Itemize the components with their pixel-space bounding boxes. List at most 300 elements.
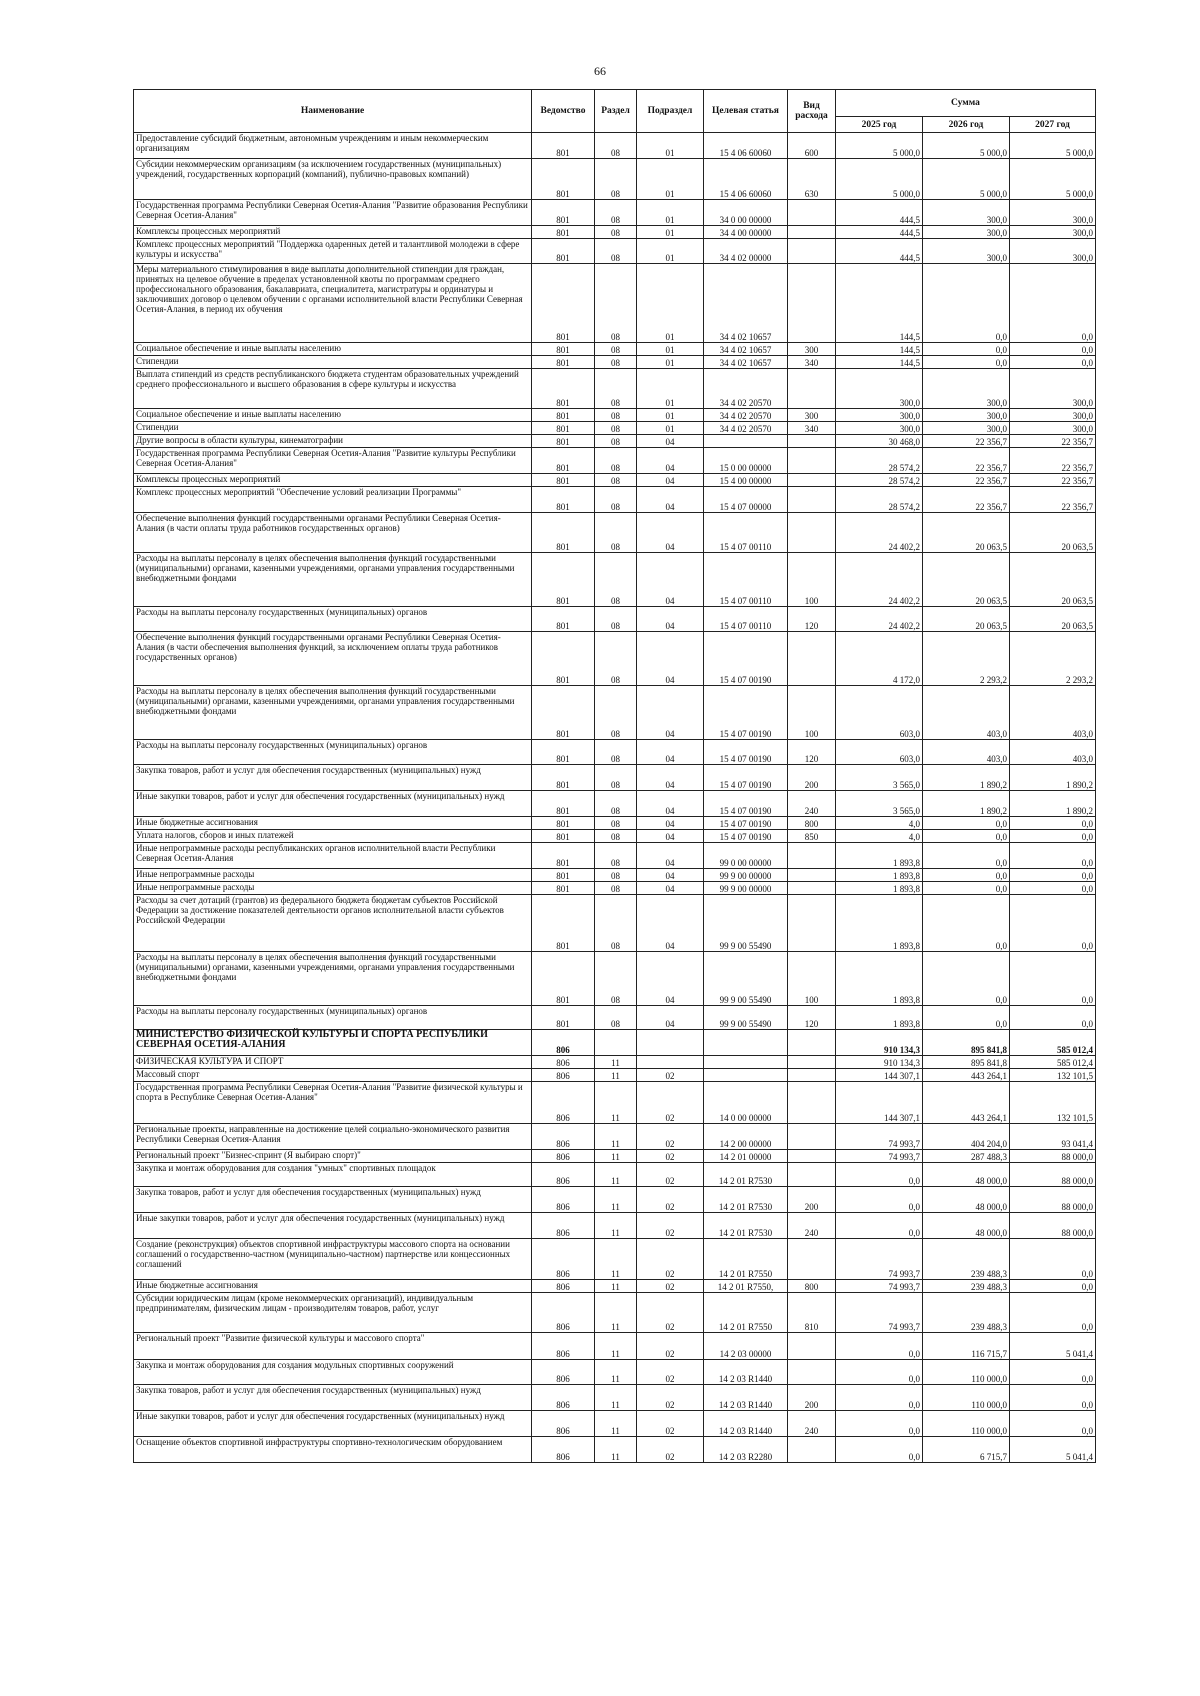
cell-name: Субсидии некоммерческим организациям (за исключением государственных (муниципальных) учреждений, государственных корпораций (компаний), публично-правовых компаний) <box>134 159 532 200</box>
cell-celevaya-statya <box>704 1030 788 1056</box>
cell-name: Уплата налогов, сборов и иных платежей <box>134 830 532 843</box>
cell-vid-rashoda: 810 <box>788 1293 836 1333</box>
cell-vid-rashoda: 300 <box>788 343 836 356</box>
cell-sum-2025: 4,0 <box>836 817 923 830</box>
cell-podrazdel: 04 <box>637 686 704 740</box>
cell-vedomstvo: 801 <box>532 487 595 513</box>
cell-sum-2025: 0,0 <box>836 1385 923 1411</box>
cell-sum-2025: 144 307,1 <box>836 1082 923 1124</box>
cell-sum-2027: 0,0 <box>1010 1411 1096 1437</box>
table-row <box>134 1069 1096 1082</box>
cell-sum-2025: 28 574,2 <box>836 474 923 487</box>
cell-name: Обеспечение выполнения функций государственными органами Республики Северная Осетия-Алания (в части оплаты труда работников государственных органов) <box>134 513 532 553</box>
cell-name: Закупка товаров, работ и услуг для обеспечения государственных (муниципальных) нужд <box>134 1385 532 1411</box>
cell-vid-rashoda: 800 <box>788 1280 836 1293</box>
cell-celevaya-statya: 14 2 01 R7530 <box>704 1163 788 1187</box>
cell-name: Закупка и монтаж оборудования для создания модульных спортивных сооружений <box>134 1360 532 1385</box>
cell-vid-rashoda: 100 <box>788 686 836 740</box>
cell-vid-rashoda: 340 <box>788 356 836 369</box>
cell-podrazdel: 01 <box>637 239 704 264</box>
cell-vedomstvo: 801 <box>532 264 595 343</box>
cell-name: Расходы на выплаты персоналу государственных (муниципальных) органов <box>134 1006 532 1030</box>
cell-sum-2026: 22 356,7 <box>923 448 1010 474</box>
cell-podrazdel: 04 <box>637 765 704 791</box>
page-number: 66 <box>594 64 606 78</box>
cell-sum-2025: 1 893,8 <box>836 843 923 869</box>
cell-vid-rashoda <box>788 1056 836 1069</box>
cell-sum-2026: 300,0 <box>923 369 1010 409</box>
cell-podrazdel: 04 <box>637 895 704 952</box>
cell-vedomstvo: 801 <box>532 882 595 895</box>
cell-sum-2025: 28 574,2 <box>836 487 923 513</box>
cell-sum-2025: 0,0 <box>836 1163 923 1187</box>
cell-sum-2026: 20 063,5 <box>923 553 1010 607</box>
cell-sum-2027: 5 000,0 <box>1010 159 1096 200</box>
cell-celevaya-statya: 14 2 03 00000 <box>704 1333 788 1360</box>
cell-vid-rashoda: 120 <box>788 740 836 765</box>
cell-vedomstvo: 801 <box>532 553 595 607</box>
cell-razdel: 08 <box>595 765 637 791</box>
cell-sum-2026: 0,0 <box>923 356 1010 369</box>
table-row <box>134 435 1096 448</box>
cell-celevaya-statya: 34 4 02 10657 <box>704 356 788 369</box>
cell-sum-2027: 0,0 <box>1010 343 1096 356</box>
cell-sum-2025: 444,5 <box>836 239 923 264</box>
cell-sum-2026: 5 000,0 <box>923 133 1010 159</box>
table-row <box>134 686 1096 740</box>
cell-razdel: 08 <box>595 133 637 159</box>
cell-razdel: 08 <box>595 409 637 422</box>
cell-name: Государственная программа Республики Северная Осетия-Алания "Развитие физической культуры и спорта в Республике Северная Осетия-Алания" <box>134 1082 532 1124</box>
cell-name: Иные закупки товаров, работ и услуг для обеспечения государственных (муниципальных) нужд <box>134 1411 532 1437</box>
cell-vid-rashoda <box>788 264 836 343</box>
cell-sum-2027: 93 041,4 <box>1010 1124 1096 1150</box>
cell-sum-2025: 0,0 <box>836 1213 923 1239</box>
cell-razdel: 08 <box>595 895 637 952</box>
cell-podrazdel: 04 <box>637 1006 704 1030</box>
header-2025: 2025 год <box>836 117 923 133</box>
cell-vedomstvo: 806 <box>532 1385 595 1411</box>
cell-name: Иные непрограммные расходы <box>134 882 532 895</box>
cell-vedomstvo: 806 <box>532 1360 595 1385</box>
cell-sum-2026: 22 356,7 <box>923 474 1010 487</box>
cell-sum-2025: 3 565,0 <box>836 791 923 817</box>
cell-vedomstvo: 806 <box>532 1239 595 1280</box>
table-row <box>134 869 1096 882</box>
cell-vid-rashoda <box>788 513 836 553</box>
cell-celevaya-statya <box>704 1069 788 1082</box>
cell-name: Иные непрограммные расходы республиканских органов исполнительной власти Республики Северная Осетия-Алания <box>134 843 532 869</box>
table-row <box>134 1213 1096 1239</box>
table-row <box>134 1239 1096 1280</box>
budget-table-container <box>133 89 1095 1463</box>
cell-vid-rashoda <box>788 869 836 882</box>
cell-name: Стипендии <box>134 356 532 369</box>
cell-razdel: 08 <box>595 422 637 435</box>
table-row <box>134 226 1096 239</box>
cell-vedomstvo: 806 <box>532 1163 595 1187</box>
cell-vedomstvo: 801 <box>532 239 595 264</box>
cell-sum-2025: 74 993,7 <box>836 1293 923 1333</box>
header-vedomstvo: Ведомство <box>532 90 595 133</box>
cell-podrazdel: 04 <box>637 513 704 553</box>
cell-vedomstvo: 801 <box>532 356 595 369</box>
cell-sum-2027: 88 000,0 <box>1010 1163 1096 1187</box>
cell-sum-2026: 443 264,1 <box>923 1082 1010 1124</box>
cell-name: Государственная программа Республики Северная Осетия-Алания "Развитие образования Республики Северная Осетия-Алания" <box>134 200 532 226</box>
cell-razdel: 08 <box>595 369 637 409</box>
cell-vedomstvo: 806 <box>532 1333 595 1360</box>
cell-vid-rashoda <box>788 1239 836 1280</box>
cell-sum-2027: 0,0 <box>1010 1385 1096 1411</box>
cell-sum-2027: 5 041,4 <box>1010 1333 1096 1360</box>
cell-sum-2027: 0,0 <box>1010 1006 1096 1030</box>
cell-sum-2027: 300,0 <box>1010 409 1096 422</box>
cell-vid-rashoda <box>788 1082 836 1124</box>
cell-sum-2026: 239 488,3 <box>923 1280 1010 1293</box>
cell-sum-2026: 22 356,7 <box>923 435 1010 448</box>
cell-razdel: 08 <box>595 740 637 765</box>
table-row <box>134 1360 1096 1385</box>
table-row <box>134 1293 1096 1333</box>
cell-sum-2025: 0,0 <box>836 1411 923 1437</box>
cell-vid-rashoda: 240 <box>788 1213 836 1239</box>
cell-razdel: 08 <box>595 607 637 632</box>
cell-sum-2025: 24 402,2 <box>836 553 923 607</box>
cell-vid-rashoda: 850 <box>788 830 836 843</box>
table-row <box>134 817 1096 830</box>
cell-razdel: 08 <box>595 159 637 200</box>
cell-vedomstvo: 801 <box>532 632 595 686</box>
cell-name: Иные непрограммные расходы <box>134 869 532 882</box>
table-row <box>134 1437 1096 1463</box>
cell-sum-2027: 22 356,7 <box>1010 487 1096 513</box>
cell-vid-rashoda <box>788 448 836 474</box>
cell-vid-rashoda <box>788 226 836 239</box>
cell-podrazdel: 02 <box>637 1360 704 1385</box>
cell-sum-2026: 404 204,0 <box>923 1124 1010 1150</box>
cell-razdel: 08 <box>595 239 637 264</box>
cell-razdel: 11 <box>595 1163 637 1187</box>
cell-podrazdel: 02 <box>637 1437 704 1463</box>
cell-name: Массовый спорт <box>134 1069 532 1082</box>
cell-vid-rashoda <box>788 1030 836 1056</box>
cell-podrazdel: 04 <box>637 474 704 487</box>
cell-sum-2027: 88 000,0 <box>1010 1150 1096 1163</box>
cell-celevaya-statya: 34 4 00 00000 <box>704 226 788 239</box>
cell-vedomstvo: 806 <box>532 1056 595 1069</box>
cell-celevaya-statya: 15 4 07 00190 <box>704 632 788 686</box>
cell-podrazdel: 02 <box>637 1385 704 1411</box>
table-row <box>134 1280 1096 1293</box>
cell-razdel: 08 <box>595 435 637 448</box>
cell-sum-2027: 0,0 <box>1010 869 1096 882</box>
cell-podrazdel: 01 <box>637 369 704 409</box>
cell-name: Расходы на выплаты персоналу в целях обеспечения выполнения функций государственными (муниципальными) органами, казенными учреждениями, органами управления государственными внебюджетными фондами <box>134 686 532 740</box>
cell-celevaya-statya: 34 4 02 20570 <box>704 369 788 409</box>
cell-sum-2027: 585 012,4 <box>1010 1030 1096 1056</box>
cell-vedomstvo: 801 <box>532 686 595 740</box>
cell-sum-2027: 0,0 <box>1010 1360 1096 1385</box>
cell-razdel: 08 <box>595 200 637 226</box>
cell-vid-rashoda: 800 <box>788 817 836 830</box>
table-row <box>134 740 1096 765</box>
cell-vid-rashoda <box>788 843 836 869</box>
cell-sum-2026: 20 063,5 <box>923 607 1010 632</box>
header-2026: 2026 год <box>923 117 1010 133</box>
cell-sum-2025: 24 402,2 <box>836 607 923 632</box>
cell-sum-2027: 0,0 <box>1010 817 1096 830</box>
cell-name: Закупка товаров, работ и услуг для обеспечения государственных (муниципальных) нужд <box>134 765 532 791</box>
cell-celevaya-statya: 14 2 01 R7550 <box>704 1293 788 1333</box>
cell-sum-2025: 30 468,0 <box>836 435 923 448</box>
cell-razdel: 08 <box>595 817 637 830</box>
cell-sum-2026: 48 000,0 <box>923 1163 1010 1187</box>
table-row <box>134 369 1096 409</box>
cell-sum-2027: 22 356,7 <box>1010 448 1096 474</box>
cell-sum-2027: 0,0 <box>1010 895 1096 952</box>
cell-razdel: 08 <box>595 830 637 843</box>
cell-vedomstvo: 801 <box>532 607 595 632</box>
cell-name: Иные закупки товаров, работ и услуг для обеспечения государственных (муниципальных) нужд <box>134 1213 532 1239</box>
cell-vid-rashoda: 240 <box>788 1411 836 1437</box>
cell-celevaya-statya: 99 9 00 00000 <box>704 882 788 895</box>
cell-sum-2025: 4,0 <box>836 830 923 843</box>
cell-razdel: 08 <box>595 487 637 513</box>
cell-name: Расходы на выплаты персоналу государственных (муниципальных) органов <box>134 740 532 765</box>
cell-razdel: 11 <box>595 1124 637 1150</box>
cell-vid-rashoda <box>788 1163 836 1187</box>
cell-vid-rashoda <box>788 895 836 952</box>
cell-sum-2026: 895 841,8 <box>923 1056 1010 1069</box>
table-row <box>134 200 1096 226</box>
cell-vid-rashoda <box>788 1150 836 1163</box>
cell-celevaya-statya: 14 0 00 00000 <box>704 1082 788 1124</box>
cell-podrazdel <box>637 1056 704 1069</box>
table-row <box>134 133 1096 159</box>
cell-celevaya-statya: 34 4 02 10657 <box>704 343 788 356</box>
cell-name: Государственная программа Республики Северная Осетия-Алания "Развитие культуры Республики Северная Осетия-Алания" <box>134 448 532 474</box>
cell-celevaya-statya: 14 2 03 R2280 <box>704 1437 788 1463</box>
cell-vedomstvo: 806 <box>532 1150 595 1163</box>
cell-razdel: 08 <box>595 264 637 343</box>
cell-celevaya-statya: 15 4 07 00190 <box>704 791 788 817</box>
cell-sum-2026: 300,0 <box>923 409 1010 422</box>
cell-sum-2027: 0,0 <box>1010 830 1096 843</box>
table-row <box>134 607 1096 632</box>
cell-celevaya-statya: 34 4 02 20570 <box>704 422 788 435</box>
cell-vedomstvo: 806 <box>532 1082 595 1124</box>
table-row <box>134 343 1096 356</box>
cell-razdel: 08 <box>595 513 637 553</box>
cell-razdel: 11 <box>595 1293 637 1333</box>
cell-vid-rashoda <box>788 1360 836 1385</box>
cell-vid-rashoda <box>788 369 836 409</box>
cell-vid-rashoda <box>788 239 836 264</box>
cell-sum-2025: 1 893,8 <box>836 1006 923 1030</box>
cell-sum-2025: 444,5 <box>836 200 923 226</box>
cell-podrazdel: 04 <box>637 553 704 607</box>
cell-sum-2025: 0,0 <box>836 1333 923 1360</box>
cell-vedomstvo: 801 <box>532 791 595 817</box>
cell-sum-2027: 0,0 <box>1010 1280 1096 1293</box>
table-row <box>134 474 1096 487</box>
cell-sum-2026: 0,0 <box>923 869 1010 882</box>
cell-sum-2025: 300,0 <box>836 369 923 409</box>
cell-celevaya-statya: 34 0 00 00000 <box>704 200 788 226</box>
cell-celevaya-statya: 99 9 00 55490 <box>704 1006 788 1030</box>
cell-razdel: 11 <box>595 1360 637 1385</box>
cell-sum-2026: 403,0 <box>923 740 1010 765</box>
cell-sum-2027: 20 063,5 <box>1010 607 1096 632</box>
cell-sum-2027: 2 293,2 <box>1010 632 1096 686</box>
table-row <box>134 952 1096 1006</box>
cell-podrazdel: 02 <box>637 1213 704 1239</box>
cell-sum-2026: 300,0 <box>923 239 1010 264</box>
cell-sum-2026: 110 000,0 <box>923 1411 1010 1437</box>
cell-podrazdel: 04 <box>637 740 704 765</box>
cell-podrazdel: 02 <box>637 1333 704 1360</box>
cell-sum-2025: 24 402,2 <box>836 513 923 553</box>
cell-celevaya-statya: 15 4 06 60060 <box>704 133 788 159</box>
cell-sum-2025: 1 893,8 <box>836 882 923 895</box>
cell-razdel: 08 <box>595 869 637 882</box>
cell-name: Расходы на выплаты персоналу в целях обеспечения выполнения функций государственными (муниципальными) органами, казенными учреждениями, органами управления государственными внебюджетными фондами <box>134 553 532 607</box>
cell-sum-2026: 22 356,7 <box>923 487 1010 513</box>
cell-vedomstvo: 801 <box>532 843 595 869</box>
cell-celevaya-statya: 99 0 00 00000 <box>704 843 788 869</box>
cell-razdel: 11 <box>595 1333 637 1360</box>
cell-celevaya-statya: 15 4 07 00190 <box>704 765 788 791</box>
cell-podrazdel: 04 <box>637 487 704 513</box>
cell-vedomstvo: 801 <box>532 409 595 422</box>
cell-razdel: 08 <box>595 686 637 740</box>
cell-vid-rashoda <box>788 435 836 448</box>
cell-sum-2027: 88 000,0 <box>1010 1187 1096 1213</box>
cell-sum-2026: 0,0 <box>923 952 1010 1006</box>
cell-sum-2026: 239 488,3 <box>923 1239 1010 1280</box>
cell-sum-2025: 444,5 <box>836 226 923 239</box>
cell-razdel: 11 <box>595 1056 637 1069</box>
cell-sum-2025: 5 000,0 <box>836 133 923 159</box>
cell-celevaya-statya: 15 4 07 00190 <box>704 740 788 765</box>
cell-name: Оснащение объектов спортивной инфраструктуры спортивно-технологическим оборудованием <box>134 1437 532 1463</box>
cell-sum-2025: 910 134,3 <box>836 1030 923 1056</box>
header-razdel: Раздел <box>595 90 637 133</box>
cell-celevaya-statya: 34 4 02 20570 <box>704 409 788 422</box>
cell-sum-2027: 403,0 <box>1010 740 1096 765</box>
cell-podrazdel: 02 <box>637 1150 704 1163</box>
cell-vid-rashoda: 630 <box>788 159 836 200</box>
table-row <box>134 765 1096 791</box>
cell-podrazdel: 02 <box>637 1293 704 1333</box>
cell-vedomstvo: 801 <box>532 448 595 474</box>
cell-sum-2026: 0,0 <box>923 843 1010 869</box>
cell-name: Расходы на выплаты персоналу в целях обеспечения выполнения функций государственными (муниципальными) органами, казенными учреждениями, органами управления государственными внебюджетными фондами <box>134 952 532 1006</box>
cell-name: Комплекс процессных мероприятий "Обеспечение условий реализации Программы" <box>134 487 532 513</box>
cell-celevaya-statya: 14 2 01 00000 <box>704 1150 788 1163</box>
cell-celevaya-statya: 14 2 03 R1440 <box>704 1411 788 1437</box>
cell-sum-2025: 5 000,0 <box>836 159 923 200</box>
cell-podrazdel: 04 <box>637 607 704 632</box>
cell-vedomstvo: 801 <box>532 343 595 356</box>
table-row <box>134 422 1096 435</box>
cell-celevaya-statya: 14 2 01 R7550, <box>704 1280 788 1293</box>
cell-podrazdel: 02 <box>637 1124 704 1150</box>
cell-sum-2026: 0,0 <box>923 817 1010 830</box>
cell-sum-2027: 132 101,5 <box>1010 1069 1096 1082</box>
cell-podrazdel: 01 <box>637 133 704 159</box>
cell-razdel: 11 <box>595 1239 637 1280</box>
cell-vedomstvo: 806 <box>532 1069 595 1082</box>
budget-table <box>133 89 1096 1463</box>
cell-vedomstvo: 806 <box>532 1437 595 1463</box>
cell-podrazdel: 04 <box>637 791 704 817</box>
cell-razdel: 11 <box>595 1280 637 1293</box>
cell-podrazdel: 02 <box>637 1280 704 1293</box>
cell-razdel: 11 <box>595 1150 637 1163</box>
table-row <box>134 356 1096 369</box>
cell-sum-2027: 20 063,5 <box>1010 513 1096 553</box>
cell-podrazdel: 04 <box>637 448 704 474</box>
cell-razdel: 08 <box>595 882 637 895</box>
cell-sum-2027: 300,0 <box>1010 200 1096 226</box>
cell-vedomstvo: 801 <box>532 133 595 159</box>
cell-sum-2025: 74 993,7 <box>836 1280 923 1293</box>
cell-celevaya-statya: 34 4 02 10657 <box>704 264 788 343</box>
cell-vid-rashoda <box>788 1333 836 1360</box>
cell-celevaya-statya: 15 4 07 00110 <box>704 607 788 632</box>
cell-celevaya-statya: 15 4 07 00190 <box>704 830 788 843</box>
cell-sum-2026: 0,0 <box>923 830 1010 843</box>
cell-podrazdel: 01 <box>637 264 704 343</box>
cell-name: Обеспечение выполнения функций государственными органами Республики Северная Осетия-Алания (в части обеспечения выполнения функций, за исключением оплаты труда работников государственных органов) <box>134 632 532 686</box>
cell-sum-2027: 0,0 <box>1010 843 1096 869</box>
cell-podrazdel: 01 <box>637 226 704 239</box>
cell-sum-2027: 132 101,5 <box>1010 1082 1096 1124</box>
table-row <box>134 409 1096 422</box>
cell-podrazdel: 01 <box>637 422 704 435</box>
table-row <box>134 632 1096 686</box>
header-summa: Сумма <box>836 90 1096 117</box>
cell-vedomstvo: 806 <box>532 1187 595 1213</box>
table-row <box>134 264 1096 343</box>
cell-sum-2026: 403,0 <box>923 686 1010 740</box>
cell-sum-2025: 3 565,0 <box>836 765 923 791</box>
table-row <box>134 895 1096 952</box>
cell-sum-2026: 239 488,3 <box>923 1293 1010 1333</box>
cell-vedomstvo: 806 <box>532 1030 595 1056</box>
cell-razdel: 08 <box>595 226 637 239</box>
cell-name: Выплата стипендий из средств республиканского бюджета студентам образовательных учреждений среднего профессионального и высшего образования в сфере культуры и искусства <box>134 369 532 409</box>
cell-sum-2026: 300,0 <box>923 422 1010 435</box>
cell-name: Комплексы процессных мероприятий <box>134 474 532 487</box>
cell-name: Комплексы процессных мероприятий <box>134 226 532 239</box>
cell-vid-rashoda: 240 <box>788 791 836 817</box>
header-name: Наименование <box>134 90 532 133</box>
cell-sum-2027: 88 000,0 <box>1010 1213 1096 1239</box>
cell-name: Социальное обеспечение и иные выплаты населению <box>134 343 532 356</box>
cell-sum-2027: 300,0 <box>1010 422 1096 435</box>
cell-celevaya-statya: 15 4 06 60060 <box>704 159 788 200</box>
cell-vid-rashoda: 100 <box>788 952 836 1006</box>
cell-podrazdel: 02 <box>637 1239 704 1280</box>
cell-vid-rashoda: 300 <box>788 409 836 422</box>
cell-vedomstvo: 801 <box>532 765 595 791</box>
cell-vid-rashoda <box>788 474 836 487</box>
cell-sum-2026: 300,0 <box>923 200 1010 226</box>
cell-celevaya-statya: 15 4 07 00190 <box>704 817 788 830</box>
